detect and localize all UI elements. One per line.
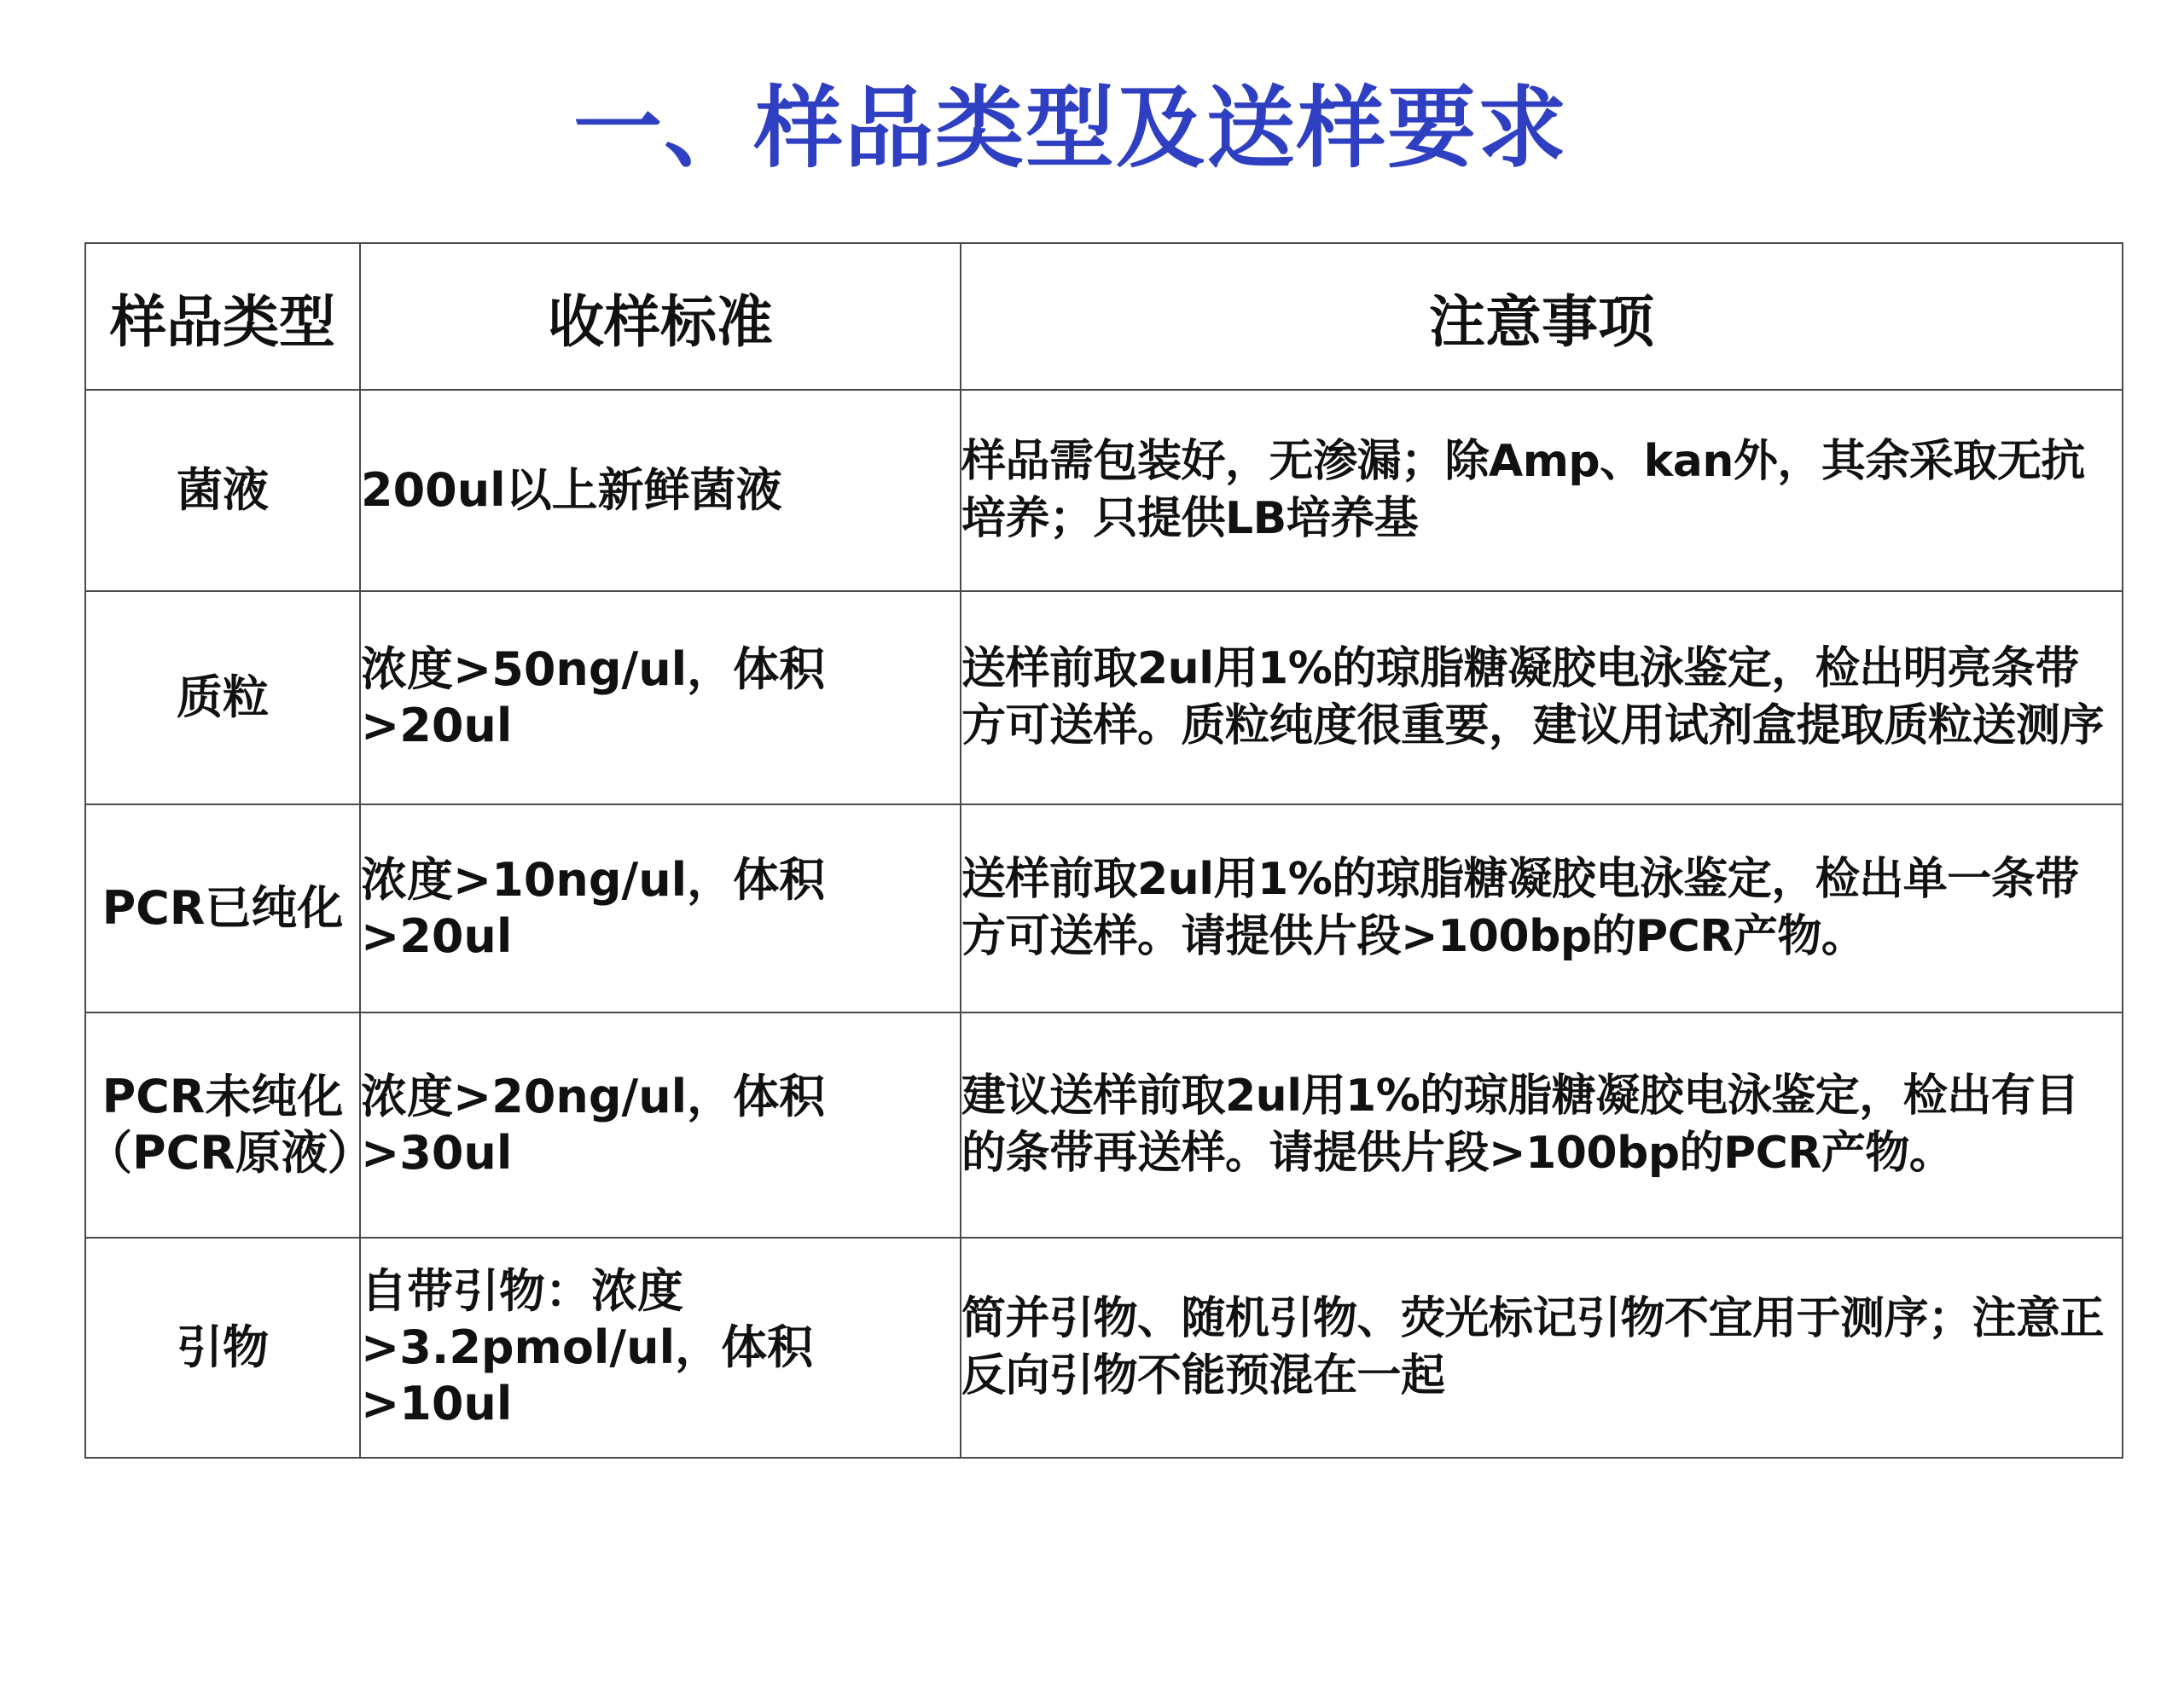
cell-standard: 浓度>10ng/ul，体积>20ul bbox=[360, 804, 961, 1012]
cell-notes: 送样前取2ul用1%的琼脂糖凝胶电泳鉴定，检出明亮条带方可送样。质粒纯度很重要，建议用试剂盒提取质粒送测序 bbox=[961, 591, 2123, 804]
cell-notes: 送样前取2ul用1%的琼脂糖凝胶电泳鉴定，检出单一条带方可送样。请提供片段>100bp的PCR产物。 bbox=[961, 804, 2123, 1012]
header-sample-type: 样品类型 bbox=[85, 243, 360, 390]
cell-standard: 自带引物：浓度>3.2pmol/ul，体积>10ul bbox=[360, 1238, 961, 1458]
table-row bbox=[85, 1012, 2123, 1238]
cell-standard: 200ul以上新鲜菌液 bbox=[360, 390, 961, 591]
cell-sample-type: 引物 bbox=[85, 1238, 360, 1458]
cell-notes: 建议送样前取2ul用1%的琼脂糖凝胶电泳鉴定，检出有目的条带再送样。请提供片段>100bp的PCR产物。 bbox=[961, 1012, 2123, 1238]
table-header-row bbox=[85, 243, 2123, 390]
cell-notes: 样品需包装好，无渗漏；除Amp、kan外，其余采取无抗培养；只提供LB培养基 bbox=[961, 390, 2123, 591]
cell-notes: 简并引物、随机引物、荧光标记引物不宜用于测序；注意正反向引物不能预混在一起 bbox=[961, 1238, 2123, 1458]
cell-sample-type: 质粒 bbox=[85, 591, 360, 804]
page-title: 一、样品类型及送样要求 bbox=[572, 76, 1568, 180]
cell-standard: 浓度>20ng/ul，体积>30ul bbox=[360, 1012, 961, 1238]
header-notes: 注意事项 bbox=[961, 243, 2123, 390]
table-row bbox=[85, 804, 2123, 1012]
table-row bbox=[85, 591, 2123, 804]
cell-standard: 浓度>50ng/ul，体积>20ul bbox=[360, 591, 961, 804]
cell-sample-type: PCR未纯化（PCR原液） bbox=[85, 1012, 360, 1238]
sample-requirements-table bbox=[84, 242, 2123, 1459]
cell-sample-type: PCR已纯化 bbox=[85, 804, 360, 1012]
cell-sample-type: 菌液 bbox=[85, 390, 360, 591]
table-row bbox=[85, 1238, 2123, 1458]
header-acceptance-standard: 收样标准 bbox=[360, 243, 961, 390]
table-row bbox=[85, 390, 2123, 591]
